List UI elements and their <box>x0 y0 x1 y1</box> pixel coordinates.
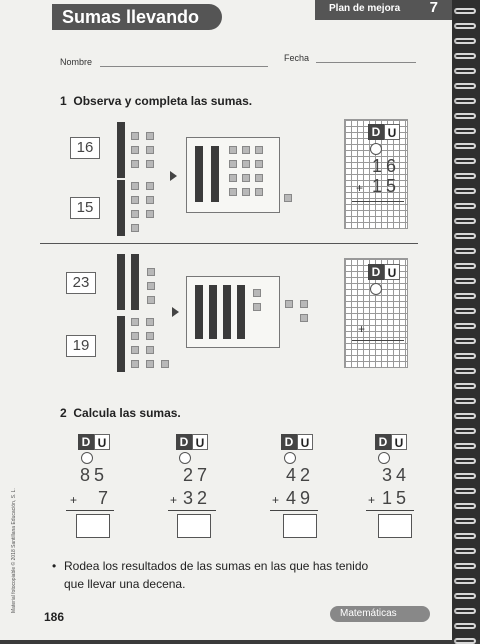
du-header <box>375 434 407 450</box>
unit-cube <box>146 332 154 340</box>
sum-rule <box>366 510 414 511</box>
ten-bar <box>195 285 203 339</box>
spiral-coil <box>454 203 476 209</box>
spiral-coil <box>454 158 476 164</box>
spiral-coil <box>454 98 476 104</box>
unit-cube <box>161 360 169 368</box>
unit-cube <box>131 224 139 232</box>
top-addend-digits: 16 <box>372 156 401 176</box>
unit-cube <box>300 300 308 308</box>
unit-cube <box>131 196 139 204</box>
arrow-icon <box>172 307 179 317</box>
date-label: Fecha <box>284 53 310 63</box>
unit-cube <box>285 300 293 308</box>
unit-cube <box>146 132 154 140</box>
unit-cube <box>131 160 139 168</box>
bottom-addend-digits: 15 <box>382 488 411 508</box>
unit-cube <box>242 188 250 196</box>
addend-box-19: 19 <box>66 335 96 357</box>
sum-rule <box>66 510 114 511</box>
top-addend-digits: 85 <box>80 465 109 485</box>
answer-box[interactable] <box>76 514 110 538</box>
spiral-coil <box>454 533 476 539</box>
spiral-coil <box>454 263 476 269</box>
tens-label: D <box>368 264 384 280</box>
tens-label: D <box>281 434 297 450</box>
answer-box[interactable] <box>177 514 211 538</box>
units-label: U <box>391 434 407 450</box>
spiral-coil <box>454 293 476 299</box>
unit-cube <box>146 160 154 168</box>
name-label: Nombre <box>60 57 93 67</box>
ten-bar <box>117 122 125 178</box>
tens-label: D <box>78 434 94 450</box>
ten-bar <box>117 316 125 372</box>
unit-cube <box>146 196 154 204</box>
units-label: U <box>384 264 400 280</box>
unit-cube <box>147 268 155 276</box>
addend-box-15: 15 <box>70 197 100 219</box>
unit-cube <box>131 360 139 368</box>
copyright-text: Material fotocopiable © 2018 Santillana Educación, S. L. <box>11 488 17 613</box>
carry-circle[interactable] <box>179 452 191 464</box>
spiral-coil <box>454 548 476 554</box>
unit-cube <box>229 160 237 168</box>
exercise-1-title <box>60 94 252 108</box>
page-title: Sumas llevando <box>52 4 222 30</box>
page-number: 186 <box>44 610 65 624</box>
arrow-icon <box>170 171 177 181</box>
unit-cube <box>253 289 261 297</box>
unit-cube <box>146 182 154 190</box>
spiral-coil <box>454 248 476 254</box>
spiral-coil <box>454 308 476 314</box>
units-label: U <box>94 434 110 450</box>
top-addend-digits: 27 <box>183 465 212 485</box>
exercise-2-title <box>60 406 181 420</box>
unit-cube <box>131 318 139 326</box>
ten-bar <box>131 254 139 310</box>
bottom-addend-digits: 15 <box>372 176 401 196</box>
unit-cube <box>146 346 154 354</box>
plus-sign: + <box>358 322 366 336</box>
carry-circle[interactable] <box>370 283 382 295</box>
unit-cube <box>147 296 155 304</box>
spiral-coil <box>454 218 476 224</box>
du-header <box>368 264 400 280</box>
spiral-coil <box>454 473 476 479</box>
du-header <box>368 124 400 140</box>
unit-cube <box>255 188 263 196</box>
plus-sign: + <box>368 493 376 507</box>
unit-cube <box>131 346 139 354</box>
sum-rule <box>352 201 404 202</box>
exercise-2-number: 2 <box>60 406 67 420</box>
unit-number: 7 <box>429 0 438 16</box>
unit-cube <box>131 146 139 154</box>
unit-cube <box>131 332 139 340</box>
unit-cube <box>229 174 237 182</box>
spiral-coil <box>454 233 476 239</box>
tens-label: D <box>176 434 192 450</box>
unit-cube <box>146 210 154 218</box>
unit-cube <box>253 303 261 311</box>
spiral-coil <box>454 338 476 344</box>
date-field[interactable] <box>316 62 416 63</box>
unit-cube <box>255 160 263 168</box>
spiral-coil <box>454 173 476 179</box>
spiral-coil <box>454 83 476 89</box>
spiral-binding <box>452 0 480 640</box>
ten-bar <box>211 146 219 202</box>
answer-box[interactable] <box>283 514 317 538</box>
ten-bar <box>195 146 203 202</box>
addend-box-23: 23 <box>66 272 96 294</box>
carry-circle[interactable] <box>370 143 382 155</box>
spiral-coil <box>454 143 476 149</box>
plus-sign: + <box>170 493 178 507</box>
exercise-1-instruction: Observa y completa las sumas. <box>73 94 253 108</box>
spiral-coil <box>454 353 476 359</box>
spiral-coil <box>454 488 476 494</box>
ten-bar <box>237 285 245 339</box>
unit-cube <box>146 318 154 326</box>
spiral-coil <box>454 578 476 584</box>
spiral-coil <box>454 128 476 134</box>
unit-cube <box>146 360 154 368</box>
unit-cube <box>229 146 237 154</box>
unit-cube <box>146 146 154 154</box>
spiral-coil <box>454 503 476 509</box>
bottom-addend-digits: 7 <box>98 488 113 508</box>
spiral-coil <box>454 8 476 14</box>
top-addend-digits: 42 <box>286 465 315 485</box>
name-field[interactable] <box>100 66 268 67</box>
unit-cube <box>242 146 250 154</box>
unit-cube <box>255 174 263 182</box>
bottom-addend-digits: 32 <box>183 488 212 508</box>
regrouped-blocks-panel <box>186 276 280 348</box>
plus-sign: + <box>356 181 364 195</box>
addend-box-16: 16 <box>70 137 100 159</box>
spiral-coil <box>454 68 476 74</box>
unit-cube <box>131 182 139 190</box>
ten-bar <box>223 285 231 339</box>
unit-cube <box>284 194 292 202</box>
spiral-coil <box>454 623 476 629</box>
spiral-coil <box>454 53 476 59</box>
unit-cube <box>255 146 263 154</box>
spiral-coil <box>454 38 476 44</box>
spiral-coil <box>454 368 476 374</box>
unit-cube <box>131 132 139 140</box>
unit-cube <box>242 174 250 182</box>
answer-box[interactable] <box>378 514 412 538</box>
tens-label: D <box>375 434 391 450</box>
sum-rule <box>270 510 318 511</box>
sum-rule <box>168 510 216 511</box>
spiral-coil <box>454 188 476 194</box>
du-header <box>78 434 110 450</box>
tens-label: D <box>368 124 384 140</box>
ten-bar <box>117 254 125 310</box>
subject-label: Matemáticas <box>330 606 430 622</box>
ten-bar <box>117 180 125 236</box>
carry-circle[interactable] <box>81 452 93 464</box>
spiral-coil <box>454 563 476 569</box>
spiral-coil <box>454 428 476 434</box>
spiral-coil <box>454 593 476 599</box>
carry-circle[interactable] <box>284 452 296 464</box>
spiral-coil <box>454 113 476 119</box>
spiral-coil <box>454 383 476 389</box>
regrouped-blocks-panel <box>186 137 280 213</box>
spiral-coil <box>454 413 476 419</box>
unit-cube <box>131 210 139 218</box>
plus-sign: + <box>272 493 280 507</box>
note-line-1: Rodea los resultados de las sumas en las que has tenido <box>64 559 369 573</box>
note-line-2: que llevar una decena. <box>64 577 186 591</box>
sum-rule <box>352 340 404 341</box>
top-addend-digits: 34 <box>382 465 411 485</box>
spiral-coil <box>454 518 476 524</box>
unit-cube <box>147 282 155 290</box>
exercise-2-instruction: Calcula las sumas. <box>73 406 181 420</box>
unit-cube <box>229 188 237 196</box>
section-text: Plan de mejora <box>329 3 401 14</box>
spiral-coil <box>454 398 476 404</box>
bottom-addend-digits: 49 <box>286 488 315 508</box>
units-label: U <box>297 434 313 450</box>
units-label: U <box>192 434 208 450</box>
bullet-icon: • <box>52 559 57 573</box>
unit-cube <box>242 160 250 168</box>
spiral-coil <box>454 443 476 449</box>
ten-bar <box>209 285 217 339</box>
spiral-coil <box>454 458 476 464</box>
spiral-coil <box>454 608 476 614</box>
section-label <box>315 0 452 20</box>
unit-cube <box>300 314 308 322</box>
units-label: U <box>384 124 400 140</box>
carry-circle[interactable] <box>378 452 390 464</box>
spiral-coil <box>454 638 476 644</box>
du-header <box>281 434 313 450</box>
spiral-coil <box>454 23 476 29</box>
spiral-coil <box>454 323 476 329</box>
plus-sign: + <box>70 493 78 507</box>
spiral-coil <box>454 278 476 284</box>
row-divider <box>40 243 418 244</box>
du-header <box>176 434 208 450</box>
exercise-1-number: 1 <box>60 94 67 108</box>
